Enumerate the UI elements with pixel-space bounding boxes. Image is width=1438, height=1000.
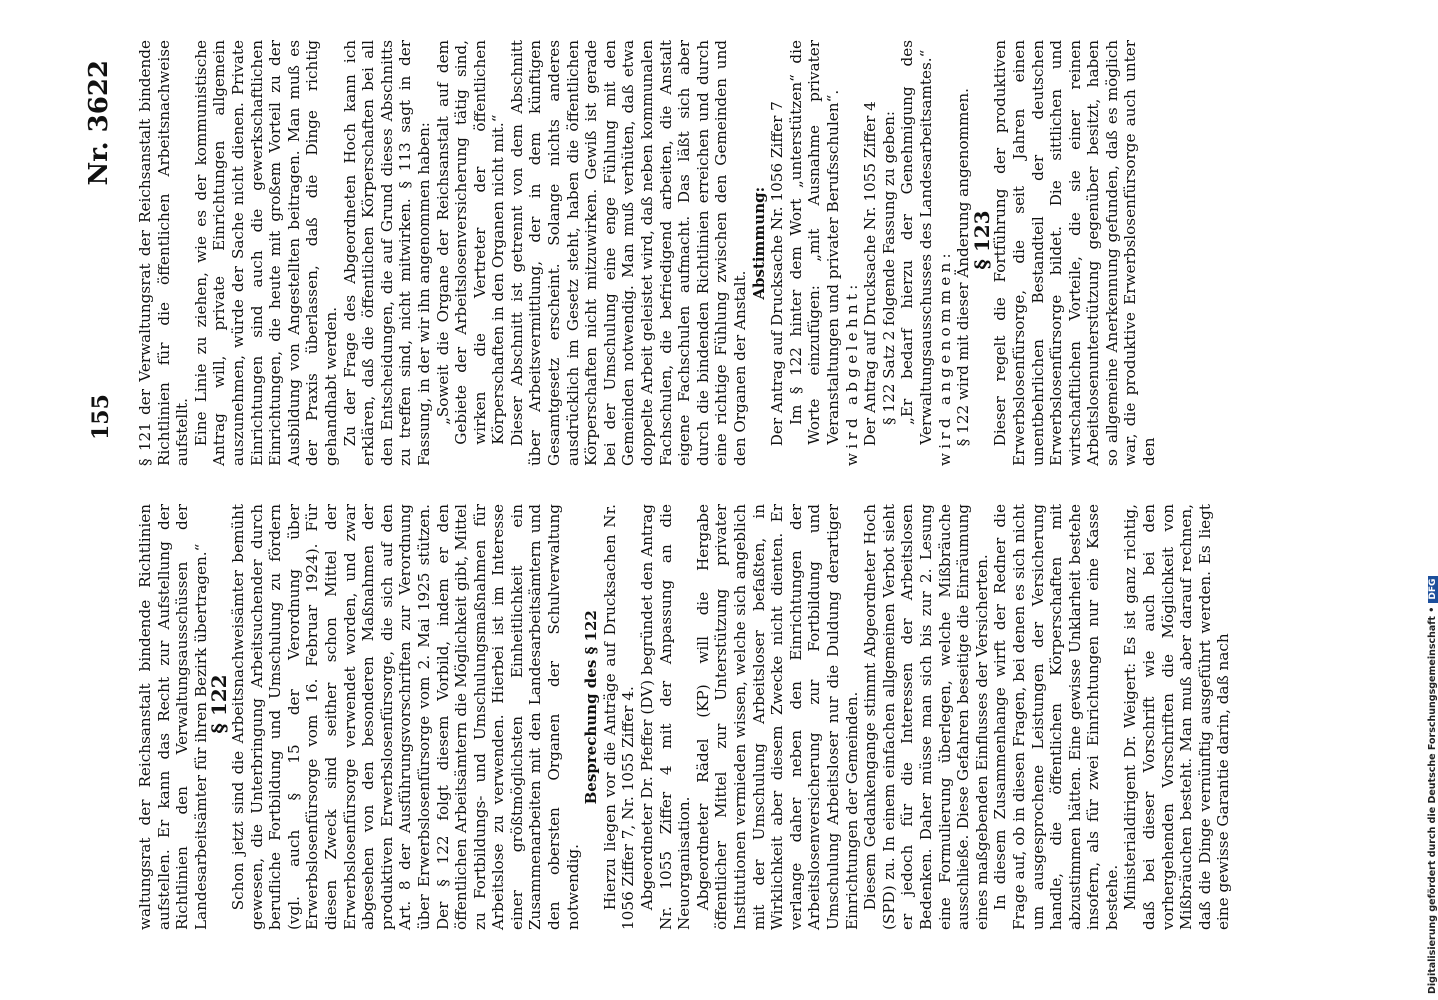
page-header [84,40,136,930]
right-column [136,40,1233,466]
paragraph: § 122 wird mit dieser Änderung angenommen. [954,88,973,447]
document-number: Nr. 3622 [84,60,114,186]
paragraph: Schon jetzt sind die Arbeitsnachweisämter bemüht gewesen, die Unterbringung Arbeitsuchender durch berufliche Fortbildung und Umschulung zu fördern (vgl. auch § 15 der Verordnung über Erwerbslosenfürsorge vom 16. Februar 1924). Für diesen Zweck sind seither schon Mittel der Erwerbslosenfürsorge verwendet worden, und zwar abgesehen von den besonderen Maßnahmen der produktiven Erwerbslosenfürsorge, die sich auf den Art. 8 der Ausführungsvorschriften zur Verordnung über Erwerbslosenfürsorge vom 2. Mai 1925 stützen. Der § 122 folgt diesem Vorbild, indem er den öffentlichen Arbeitsämtern die Möglichkeit gibt, Mittel zu Fortbildungs- und Umschulungsmaßnahmen für Arbeitslose zu verwenden. Hierbei ist im Interesse einer größtmöglichsten Einheitlichkeit ein Zusammenarbeiten mit den Landesarbeitsämtern und den obersten Organen der Schulverwaltung notwendig. [228,504,582,930]
page-number: 155 [88,394,114,440]
credit-text: Digitalisierung gefördert durch die Deutsche Forschungsgemeinschaft • [1427,606,1438,994]
paragraph: Abgeordneter Rädel (KP) will die Hergabe öffentlicher Mittel zur Unterstützung privater Institutionen vermieden wissen, welche sich angeblich mit der Umschulung Arbeitsloser befaßten, in Wirklichkeit aber diesem Zwecke nicht dienten. Er verlange daher neben den Einrichtungen der Arbeitslosenversicherung zur Fortbildung und Umschulung Arbeitsloser nur die Duldung derartiger Einrichtungen der Gemeinden. [693,504,861,930]
paragraph: Eine Linie zu ziehen, wie es der kommunistische Antrag will, private Einrichtungen allgemein auszunehmen, würde der Sache nicht dienen. Private Einrichtungen sind auch die gewerkschaftlichen Einrichtungen, die heute mit großem Vorteil zu der Ausbildung von Angestellten beitragen. Man muß es der Praxis überlassen, daß die Dinge richtig gehandhabt werden. [191,40,340,466]
section-heading-123: § 123 [969,210,994,270]
paragraph: waltungsrat der Reichsanstalt bindende Richtlinien aufstellen. Er kann das Recht zur Aufstellung der Richtlinien den Verwaltungsausschüssen der Landesarbeitsämter für ihren Bezirk übertragen.“ [136,504,210,930]
paragraph: In diesem Zusammenhange wirft der Redner die Frage auf, ob in diesen Fragen, bei denen es sich nicht um ausgesprochene Leistungen der Versicherung handle, die öffentlichen Körperschaften mit abzustimmen hätten. Eine gewisse Unklarheit bestehe insofern, als für zwei Einrichtungen nur eine Kasse bestehe. [991,504,1121,930]
result-line: wird angenommen: [935,249,954,466]
paragraph: Dieser regelt die Fortführung der produktiven Erwerbslosenfürsorge, die seit Jahren einen unentbehrlichen Bestandteil der deutschen Erwerbslosenfürsorge bildet. Die sittlichen und wirtschaftlichen Vorteile, die sie einer reinen Arbeitslosenunterstützung gegenüber besitzt, haben so allgemeine Anerkennung gefunden, daß es möglich war, die produktive Erwerbslosenfürsorge auch unter den [991,40,1159,466]
quotation: „Soweit die Organe der Reichsanstalt auf dem Gebiete der Arbeitslosenversicherung tätig sind, wirken die Vertreter der öffentlichen Körperschaften in den Organen nicht mit.“ [433,40,508,445]
digitization-credit [1427,576,1438,994]
paragraph: Diesem Gedankengange stimmt Abgeordneter Hoch (SPD) zu. In einem einfachen allgemeinen Verbot sieht er jedoch für die Interessen der Arbeitslosen Bedenken. Daher müsse man sich bis zur 2. Lesung eine Formulierung überlegen, welche Mißbräuche ausschließe. Diese Gefahren beseitige die Einräumung eines maßgebenden Einflusses der Versicherten. [861,504,991,930]
paragraph: Der Antrag auf Drucksache Nr. 1056 Ziffer 7 [768,101,787,447]
document-page [80,0,1340,1000]
text-columns [136,40,1233,930]
paragraph: Der Antrag auf Drucksache Nr. 1055 Ziffer 4 [861,101,880,447]
dfg-logo: DFG [1428,576,1438,603]
paragraph: Abgeordneter Dr. Pfeffer (DV) begründet den Antrag Nr. 1055 Ziffer 4 mit der Anpassung an die Neuorganisation. [638,504,694,930]
discussion-heading: Besprechung des § 122 [582,610,601,805]
paragraph: Zu der Frage des Abgeordneten Hoch kann ich erklären, daß die öffentlichen Körperschaften bei all den Entscheidungen, die auf Grund dieses Abschnitts zu treffen sind, nicht mitwirken. § 113 sagt in der Fassung, in der wir ihn angenommen haben: [340,40,433,466]
quotation: § 122 Satz 2 folgende Fassung zu geben: [879,111,898,425]
paragraph: Dieser Abschnitt ist getrennt von dem Abschnitt über Arbeitsvermittlung, der in dem künftigen Gesamtgesetz erscheint. Solange nichts anderes ausdrücklich im Gesetz steht, haben die öffentlichen Körperschaften nicht mitzuwirken. Gewiß ist gerade bei der Umschulung eine enge Fühlung mit den Gemeinden notwendig. Man muß verhüten, daß etwa doppelte Arbeit geleistet wird, daß neben kommunalen Fachschulen, die befriedigend arbeiten, die Anstalt eigene Fachschulen aufmacht. Das läßt sich aber durch die bindenden Richtlinien erreichen und durch eine richtige Fühlung zwischen den Gemeinden und den Organen der Anstalt. [507,40,749,466]
paragraph: § 121 der Verwaltungsrat der Reichsanstalt bindende Richtlinien für die öffentlichen Arbeitsnachweise aufstellt. [136,40,192,466]
result-line: wird abgelehnt: [842,280,861,466]
quotation: „Er bedarf hierzu der Genehmigung des Verwaltungsausschusses des Landesarbeitsamtes.“ [898,40,935,445]
section-heading-122: § 122 [207,674,232,734]
quotation: Im § 122 hinter dem Wort „unterstützen“ die Worte einzufügen: „mit Ausnahme privater Veranstaltungen und privater Berufsschulen“. [786,40,842,445]
paragraph: Ministerialdirigent Dr. Weigert: Es ist ganz richtig, daß bei dieser Vorschrift wie auch bei den vorhergehenden Vorschriften die Möglichkeit von Mißbräuchen besteht. Man muß aber darauf rechnen, daß die Dinge vernünftig ausgeführt werden. Es liegt eine gewisse Garantie darin, daß nach [1121,504,1233,930]
paragraph: Hierzu liegen vor die Anträge auf Drucksachen Nr. 1056 Ziffer 7, Nr. 1055 Ziffer 4. [600,504,638,930]
vote-heading: Abstimmung: [749,186,768,300]
left-column [136,504,1233,930]
